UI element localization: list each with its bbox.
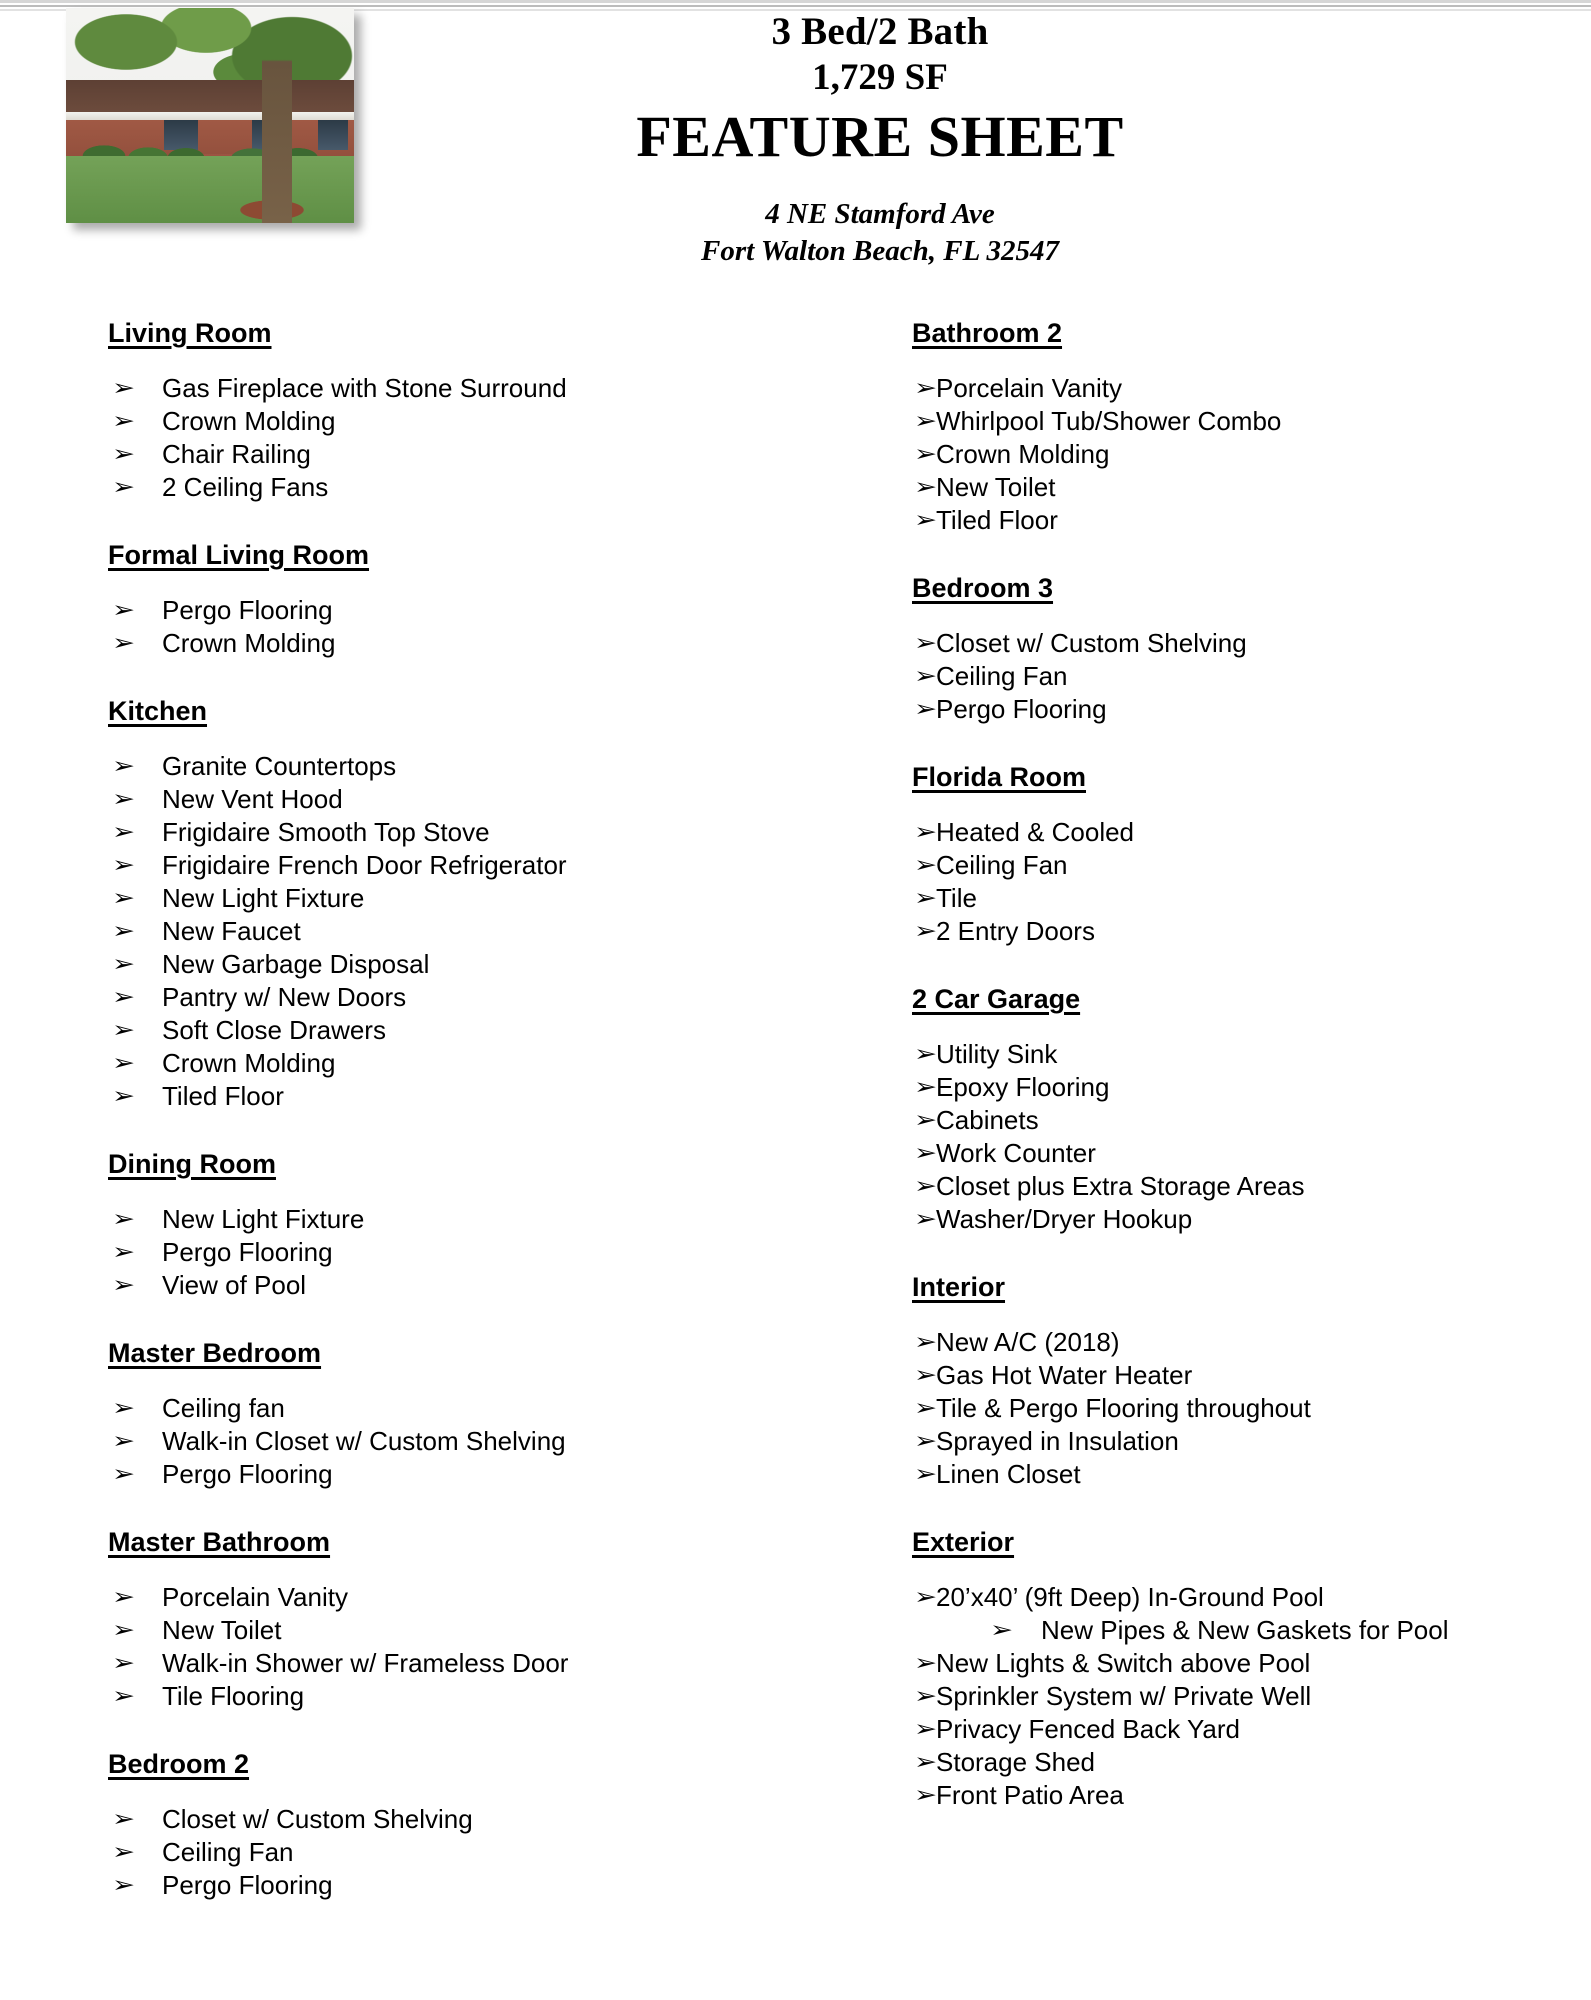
feature-item-label: New Faucet <box>162 916 301 946</box>
arrow-bullet-icon: ➢ <box>914 475 938 500</box>
arrow-bullet-icon: ➢ <box>112 1240 136 1265</box>
section-heading-living-room: Living Room <box>108 318 272 348</box>
feature-item-label: 2 Ceiling Fans <box>162 472 329 502</box>
arrow-bullet-icon: ➢ <box>112 442 136 467</box>
feature-list <box>112 372 748 504</box>
feature-item <box>914 471 1522 504</box>
feature-item <box>914 1458 1522 1491</box>
feature-section <box>108 696 748 1113</box>
feature-item-label: Porcelain Vanity <box>162 1582 348 1612</box>
arrow-bullet-icon: ➢ <box>112 1207 136 1232</box>
features-column-left <box>108 318 748 1902</box>
feature-item-label: New Garbage Disposal <box>162 949 430 979</box>
feature-item <box>914 882 1522 915</box>
feature-section <box>108 1149 748 1302</box>
feature-item <box>112 1680 748 1713</box>
feature-item-label: New Vent Hood <box>162 784 343 814</box>
section-heading-row <box>912 762 1522 792</box>
arrow-bullet-icon: ➢ <box>112 475 136 500</box>
feature-section <box>912 318 1522 537</box>
feature-item-label: Frigidaire Smooth Top Stove <box>162 817 490 847</box>
arrow-bullet-icon: ➢ <box>914 1396 938 1421</box>
feature-item <box>112 750 748 783</box>
feature-section <box>912 762 1522 948</box>
section-heading-row <box>108 696 748 726</box>
arrow-bullet-icon: ➢ <box>914 697 938 722</box>
feature-item <box>112 1047 748 1080</box>
feature-item-label: View of Pool <box>162 1270 307 1300</box>
feature-list <box>112 1803 748 1902</box>
feature-section <box>912 984 1522 1236</box>
feature-item <box>914 405 1522 438</box>
feature-section <box>108 1749 748 1902</box>
feature-item <box>112 849 748 882</box>
feature-item-label: Closet plus Extra Storage Areas <box>936 1171 1305 1201</box>
feature-sub-item <box>914 1614 1522 1647</box>
arrow-bullet-icon: ➢ <box>914 1651 938 1676</box>
feature-item-label: New Pipes & New Gaskets for Pool <box>1041 1615 1449 1645</box>
feature-item <box>112 816 748 849</box>
feature-item <box>112 981 748 1014</box>
feature-item <box>914 1038 1522 1071</box>
feature-item-label: Pergo Flooring <box>162 1237 333 1267</box>
feature-item-label: Porcelain Vanity <box>936 373 1122 403</box>
feature-item-label: Work Counter <box>936 1138 1096 1168</box>
section-heading-dining-room: Dining Room <box>108 1149 276 1179</box>
feature-item <box>112 1203 748 1236</box>
arrow-bullet-icon: ➢ <box>112 985 136 1010</box>
arrow-bullet-icon: ➢ <box>112 1084 136 1109</box>
arrow-bullet-icon: ➢ <box>112 886 136 911</box>
arrow-bullet-icon: ➢ <box>112 1840 136 1865</box>
feature-item <box>112 783 748 816</box>
feature-section <box>108 318 748 504</box>
feature-item-label: Tile <box>936 883 977 913</box>
arrow-bullet-icon: ➢ <box>914 886 938 911</box>
feature-item <box>914 1170 1522 1203</box>
arrow-bullet-icon: ➢ <box>914 1108 938 1133</box>
feature-item-label: Crown Molding <box>936 439 1110 469</box>
arrow-bullet-icon: ➢ <box>112 1462 136 1487</box>
beds-baths-line: 3 Bed/2 Bath <box>771 10 989 53</box>
arrow-bullet-icon: ➢ <box>914 1207 938 1232</box>
feature-item-label: Soft Close Drawers <box>162 1015 386 1045</box>
arrow-bullet-icon: ➢ <box>914 1429 938 1454</box>
address-line-2: Fort Walton Beach, FL 32547 <box>701 235 1059 267</box>
feature-item <box>914 816 1522 849</box>
feature-item-label: Pergo Flooring <box>162 1459 333 1489</box>
arrow-bullet-icon: ➢ <box>914 376 938 401</box>
feature-list <box>914 816 1522 948</box>
feature-item-label: Walk-in Closet w/ Custom Shelving <box>162 1426 566 1456</box>
feature-item <box>112 1014 748 1047</box>
feature-item-label: 20’x40’ (9ft Deep) In-Ground Pool <box>936 1582 1324 1612</box>
arrow-bullet-icon: ➢ <box>914 1585 938 1610</box>
feature-item <box>112 1425 748 1458</box>
page-title: FEATURE SHEET <box>636 104 1124 169</box>
square-feet-line: 1,729 SF <box>812 57 948 98</box>
feature-item <box>112 471 748 504</box>
feature-section <box>912 1272 1522 1491</box>
scan-artifact-band <box>0 5 1591 7</box>
arrow-bullet-icon: ➢ <box>112 754 136 779</box>
feature-item <box>112 1269 748 1302</box>
feature-list <box>914 372 1522 537</box>
feature-item-label: Ceiling fan <box>162 1393 285 1423</box>
section-heading-interior: Interior <box>912 1272 1006 1302</box>
feature-item-label: New Toilet <box>936 472 1056 502</box>
feature-item-label: Ceiling Fan <box>936 850 1068 880</box>
arrow-bullet-icon: ➢ <box>112 376 136 401</box>
feature-item-label: Ceiling Fan <box>936 661 1068 691</box>
arrow-bullet-icon: ➢ <box>112 1585 136 1610</box>
feature-item <box>914 915 1522 948</box>
section-heading-row <box>912 318 1522 348</box>
arrow-bullet-icon: ➢ <box>914 1174 938 1199</box>
feature-item <box>112 594 748 627</box>
feature-list <box>112 1203 748 1302</box>
feature-item <box>914 1203 1522 1236</box>
arrow-bullet-icon: ➢ <box>112 1051 136 1076</box>
feature-item <box>112 948 748 981</box>
arrow-bullet-icon: ➢ <box>112 1618 136 1643</box>
arrow-bullet-icon: ➢ <box>112 1018 136 1043</box>
section-heading-row <box>108 1149 748 1179</box>
feature-item <box>914 849 1522 882</box>
arrow-bullet-icon: ➢ <box>914 1750 938 1775</box>
feature-item <box>112 882 748 915</box>
section-heading-2-car-garage: 2 Car Garage <box>912 984 1081 1014</box>
feature-item-label: Pergo Flooring <box>936 694 1107 724</box>
feature-item <box>914 660 1522 693</box>
feature-item <box>914 1779 1522 1812</box>
feature-item-label: Frigidaire French Door Refrigerator <box>162 850 567 880</box>
feature-item-label: Closet w/ Custom Shelving <box>936 628 1247 658</box>
feature-item-label: Utility Sink <box>936 1039 1058 1069</box>
section-heading-exterior: Exterior <box>912 1527 1015 1557</box>
feature-item <box>112 1869 748 1902</box>
section-heading-row <box>912 573 1522 603</box>
arrow-bullet-icon: ➢ <box>914 508 938 533</box>
feature-item-label: Tile & Pergo Flooring throughout <box>936 1393 1311 1423</box>
arrow-bullet-icon: ➢ <box>914 442 938 467</box>
arrow-bullet-icon: ➢ <box>112 598 136 623</box>
feature-item-label: Sprayed in Insulation <box>936 1426 1179 1456</box>
section-heading-row <box>108 318 748 348</box>
section-heading-row <box>912 1272 1522 1302</box>
feature-section <box>108 1527 748 1713</box>
feature-item-label: New Light Fixture <box>162 883 365 913</box>
arrow-bullet-icon: ➢ <box>112 853 136 878</box>
arrow-bullet-icon: ➢ <box>914 1717 938 1742</box>
feature-item <box>112 1614 748 1647</box>
section-heading-bedroom-2: Bedroom 2 <box>108 1749 250 1779</box>
feature-item-label: Heated & Cooled <box>936 817 1135 847</box>
arrow-bullet-icon: ➢ <box>112 1684 136 1709</box>
feature-item <box>914 1104 1522 1137</box>
feature-list <box>112 594 748 660</box>
feature-item <box>914 1746 1522 1779</box>
section-heading-bedroom-3: Bedroom 3 <box>912 573 1054 603</box>
feature-item <box>112 438 748 471</box>
feature-item <box>914 627 1522 660</box>
feature-item <box>914 1326 1522 1359</box>
arrow-bullet-icon: ➢ <box>914 919 938 944</box>
arrow-bullet-icon: ➢ <box>914 1783 938 1808</box>
document-header <box>470 8 1290 270</box>
feature-item-label: Tiled Floor <box>936 505 1058 535</box>
feature-item-label: Crown Molding <box>162 628 336 658</box>
arrow-bullet-icon: ➢ <box>112 1396 136 1421</box>
arrow-bullet-icon: ➢ <box>112 1807 136 1832</box>
feature-item <box>112 1392 748 1425</box>
feature-list <box>112 1392 748 1491</box>
arrow-bullet-icon: ➢ <box>112 1429 136 1454</box>
feature-item <box>914 438 1522 471</box>
feature-section <box>108 540 748 660</box>
feature-item <box>914 1071 1522 1104</box>
section-heading-formal-living-room: Formal Living Room <box>108 540 370 570</box>
arrow-bullet-icon: ➢ <box>914 1363 938 1388</box>
feature-item-label: Pergo Flooring <box>162 1870 333 1900</box>
arrow-bullet-icon: ➢ <box>914 853 938 878</box>
feature-item-label: Linen Closet <box>936 1459 1081 1489</box>
feature-list <box>914 1581 1522 1812</box>
section-heading-row <box>108 540 748 570</box>
feature-item <box>914 693 1522 726</box>
section-heading-row <box>108 1527 748 1557</box>
feature-item-label: Sprinkler System w/ Private Well <box>936 1681 1312 1711</box>
arrow-bullet-icon: ➢ <box>914 631 938 656</box>
feature-item-label: Pergo Flooring <box>162 595 333 625</box>
section-heading-row <box>108 1338 748 1368</box>
feature-item-label: Tile Flooring <box>162 1681 305 1711</box>
feature-item-label: Crown Molding <box>162 1048 336 1078</box>
property-photo <box>66 8 354 223</box>
feature-item <box>112 1236 748 1269</box>
feature-item <box>914 1680 1522 1713</box>
feature-item-label: Tiled Floor <box>162 1081 284 1111</box>
arrow-bullet-icon: ➢ <box>112 1273 136 1298</box>
feature-item-label: Storage Shed <box>936 1747 1096 1777</box>
feature-item <box>112 915 748 948</box>
feature-item-label: Front Patio Area <box>936 1780 1124 1810</box>
feature-item <box>112 372 748 405</box>
section-heading-row <box>912 1527 1522 1557</box>
arrow-bullet-icon: ➢ <box>914 1330 938 1355</box>
arrow-bullet-icon: ➢ <box>112 1873 136 1898</box>
feature-item <box>914 1581 1522 1614</box>
feature-section <box>108 1338 748 1491</box>
arrow-bullet-icon: ➢ <box>914 409 938 434</box>
feature-item <box>112 1836 748 1869</box>
arrow-bullet-icon: ➢ <box>914 1141 938 1166</box>
feature-item-label: Gas Fireplace with Stone Surround <box>162 373 567 403</box>
feature-item-label: Ceiling Fan <box>162 1837 294 1867</box>
feature-item-label: New Light Fixture <box>162 1204 365 1234</box>
feature-item-label: New Toilet <box>162 1615 282 1645</box>
section-heading-master-bathroom: Master Bathroom <box>108 1527 331 1557</box>
feature-item <box>914 1359 1522 1392</box>
scan-artifact-band <box>0 0 1591 3</box>
arrow-bullet-icon: ➢ <box>112 409 136 434</box>
feature-section <box>912 573 1522 726</box>
address-line-1: 4 NE Stamford Ave <box>765 198 995 230</box>
arrow-bullet-icon: ➢ <box>914 1042 938 1067</box>
feature-item <box>112 1080 748 1113</box>
feature-item-label: Cabinets <box>936 1105 1039 1135</box>
section-heading-bathroom-2: Bathroom 2 <box>912 318 1063 348</box>
feature-item <box>112 1647 748 1680</box>
feature-section <box>912 1527 1522 1812</box>
section-heading-row <box>108 1749 748 1779</box>
feature-item <box>112 1803 748 1836</box>
feature-item <box>914 1713 1522 1746</box>
feature-item <box>914 372 1522 405</box>
feature-item-label: Washer/Dryer Hookup <box>936 1204 1193 1234</box>
section-heading-kitchen: Kitchen <box>108 696 208 726</box>
feature-item-label: Epoxy Flooring <box>936 1072 1110 1102</box>
arrow-bullet-icon: ➢ <box>914 664 938 689</box>
arrow-bullet-icon: ➢ <box>112 1651 136 1676</box>
feature-item <box>914 1137 1522 1170</box>
feature-item-label: Crown Molding <box>162 406 336 436</box>
arrow-bullet-icon: ➢ <box>990 1618 1014 1643</box>
feature-list <box>112 750 748 1113</box>
feature-item <box>112 1458 748 1491</box>
feature-item-label: Walk-in Shower w/ Frameless Door <box>162 1648 569 1678</box>
arrow-bullet-icon: ➢ <box>112 631 136 656</box>
feature-item <box>914 504 1522 537</box>
arrow-bullet-icon: ➢ <box>914 1684 938 1709</box>
feature-list <box>112 1581 748 1713</box>
feature-item-label: Granite Countertops <box>162 751 397 781</box>
feature-item <box>914 1425 1522 1458</box>
feature-item-label: 2 Entry Doors <box>936 916 1095 946</box>
feature-item <box>112 405 748 438</box>
feature-item <box>914 1647 1522 1680</box>
section-heading-florida-room: Florida Room <box>912 762 1086 792</box>
house-exterior-image <box>66 8 354 223</box>
features-column-right <box>912 318 1522 1812</box>
feature-item-label: Privacy Fenced Back Yard <box>936 1714 1240 1744</box>
section-heading-row <box>912 984 1522 1014</box>
section-heading-master-bedroom: Master Bedroom <box>108 1338 322 1368</box>
feature-item <box>914 1392 1522 1425</box>
arrow-bullet-icon: ➢ <box>112 787 136 812</box>
arrow-bullet-icon: ➢ <box>914 1462 938 1487</box>
feature-item <box>112 627 748 660</box>
arrow-bullet-icon: ➢ <box>914 1075 938 1100</box>
arrow-bullet-icon: ➢ <box>914 820 938 845</box>
feature-item-label: Gas Hot Water Heater <box>936 1360 1193 1390</box>
feature-list <box>914 1038 1522 1236</box>
arrow-bullet-icon: ➢ <box>112 952 136 977</box>
feature-list <box>914 627 1522 726</box>
feature-item-label: Pantry w/ New Doors <box>162 982 407 1012</box>
arrow-bullet-icon: ➢ <box>112 919 136 944</box>
property-address <box>470 196 1290 270</box>
feature-list <box>914 1326 1522 1491</box>
feature-item-label: New Lights & Switch above Pool <box>936 1648 1311 1678</box>
feature-item-label: Whirlpool Tub/Shower Combo <box>936 406 1282 436</box>
arrow-bullet-icon: ➢ <box>112 820 136 845</box>
feature-item-label: Closet w/ Custom Shelving <box>162 1804 473 1834</box>
feature-item-label: Chair Railing <box>162 439 311 469</box>
feature-item-label: New A/C (2018) <box>936 1327 1120 1357</box>
feature-item <box>112 1581 748 1614</box>
